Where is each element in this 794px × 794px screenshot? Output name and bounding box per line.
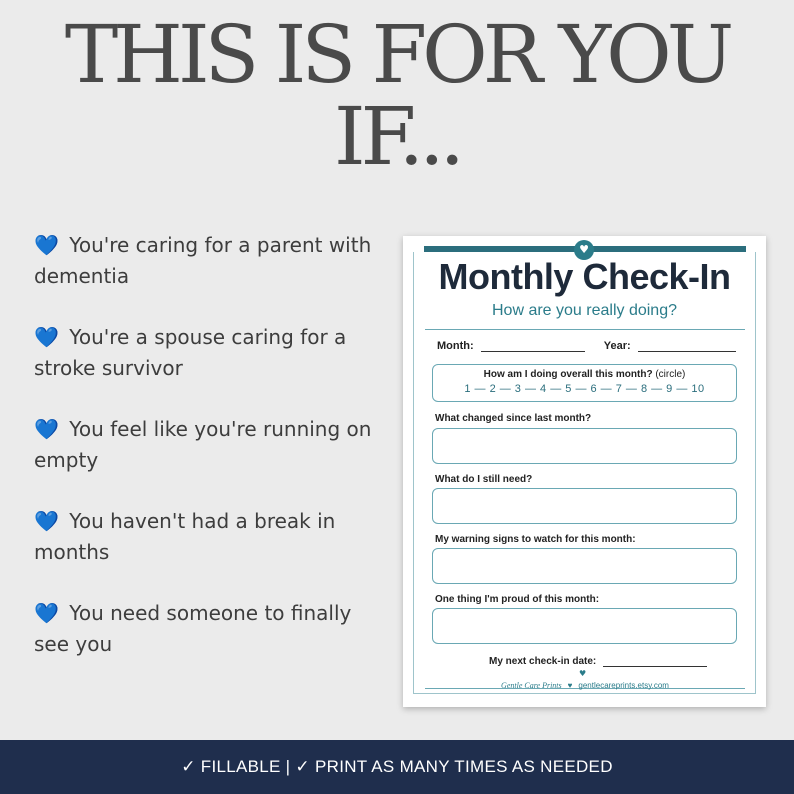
answer-box[interactable] xyxy=(432,488,737,524)
answer-box[interactable] xyxy=(432,548,737,584)
blue-heart-icon: 💙 xyxy=(34,325,59,349)
blue-heart-icon: 💙 xyxy=(34,509,59,533)
heart-icon: ♥ xyxy=(579,669,587,678)
banner-text: ✓ FILLABLE | ✓ PRINT AS MANY TIMES AS NEEDED xyxy=(181,757,613,776)
rating-scale: 1 — 2 — 3 — 4 — 5 — 6 — 7 — 8 — 9 — 10 xyxy=(464,383,705,395)
answer-box[interactable] xyxy=(432,428,737,464)
footer-brand: Gentle Care Prints xyxy=(501,681,562,690)
divider xyxy=(425,329,745,330)
list-item-text: You haven't had a break in months xyxy=(34,509,336,564)
worksheet-subtitle: How are you really doing? xyxy=(492,302,677,319)
question-label: What changed since last month? xyxy=(435,413,592,424)
rating-hint: (circle) xyxy=(655,369,686,380)
year-field[interactable] xyxy=(638,342,736,352)
list-item xyxy=(34,322,384,384)
list-item-text: You feel like you're running on empty xyxy=(34,417,372,472)
headline xyxy=(0,8,794,183)
heart-icon: ♥ xyxy=(574,240,594,260)
headline-line-2: IF... xyxy=(334,90,460,183)
month-label: Month: xyxy=(437,340,474,352)
list-item xyxy=(34,230,384,292)
answer-box[interactable] xyxy=(432,608,737,644)
next-checkin-field[interactable] xyxy=(603,657,707,667)
month-field[interactable] xyxy=(481,342,585,352)
year-label: Year: xyxy=(603,340,631,352)
question-label: My warning signs to watch for this month: xyxy=(435,534,636,545)
date-fields xyxy=(437,340,737,352)
blue-heart-icon: 💙 xyxy=(34,601,59,625)
blue-heart-icon: 💙 xyxy=(34,233,59,257)
worksheet-footer xyxy=(425,681,745,690)
list-item xyxy=(34,414,384,476)
rating-scale-box[interactable] xyxy=(432,364,737,402)
list-item-text: You're caring for a parent with dementia xyxy=(34,233,372,288)
rating-question-text: How am I doing overall this month? xyxy=(483,369,653,380)
next-checkin-row xyxy=(489,656,707,667)
feature-banner xyxy=(0,740,794,794)
headline-line-1: THIS IS FOR YOU xyxy=(64,8,730,101)
list-item xyxy=(34,506,384,568)
footer-url: gentlecareprints.etsy.com xyxy=(578,681,669,690)
heart-icon: ♥ xyxy=(567,681,573,690)
blue-heart-icon: 💙 xyxy=(34,417,59,441)
worksheet-preview xyxy=(403,236,766,707)
question-label: What do I still need? xyxy=(435,474,533,485)
list-item-text: You need someone to finally see you xyxy=(34,601,352,656)
worksheet-title: Monthly Check-In xyxy=(438,256,731,297)
list-item-text: You're a spouse caring for a stroke survivor xyxy=(34,325,347,380)
rating-question xyxy=(433,369,736,380)
question-label: One thing I'm proud of this month: xyxy=(435,594,600,605)
list-item xyxy=(34,598,384,660)
next-checkin-label: My next check-in date: xyxy=(489,656,597,667)
audience-list xyxy=(34,230,384,690)
